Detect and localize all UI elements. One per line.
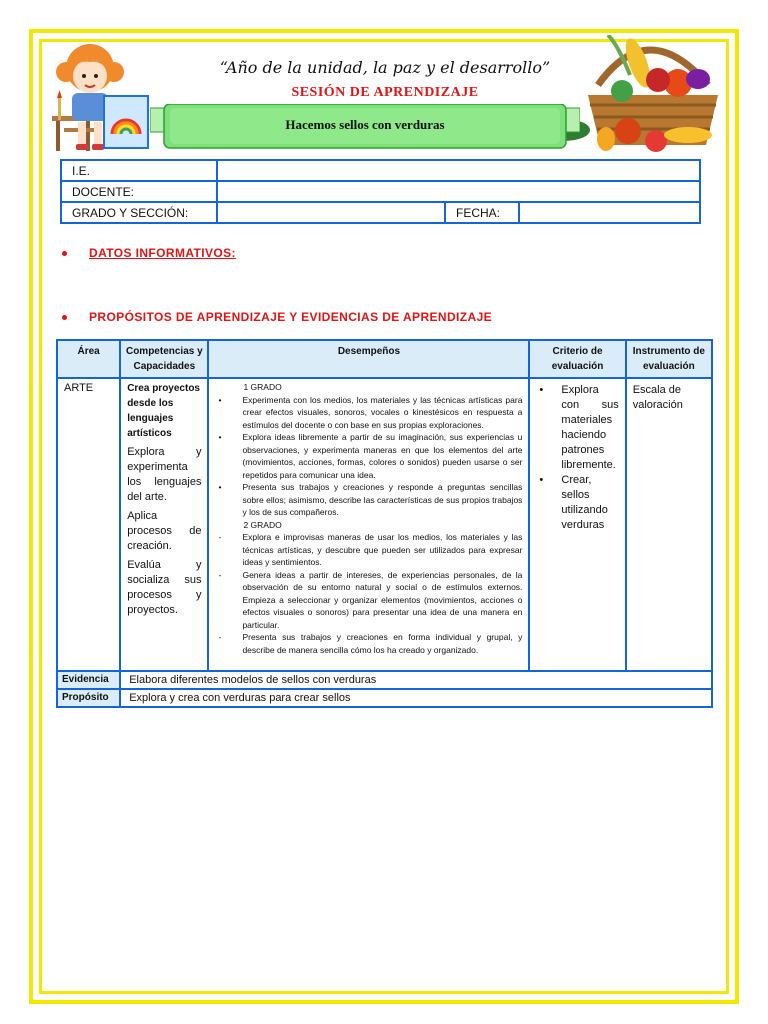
- bullet-icon: [62, 251, 67, 256]
- section-datos-label: DATOS INFORMATIVOS:: [89, 246, 236, 260]
- capacidad-item: Aplica procesos de creación.: [127, 510, 202, 552]
- fecha-label: FECHA:: [445, 202, 519, 223]
- list-item: [215, 481, 522, 519]
- table-row-evidencia: [57, 671, 712, 689]
- docente-label: DOCENTE:: [61, 181, 217, 202]
- header-area: Área: [57, 340, 120, 378]
- ie-label: I.E.: [61, 160, 217, 181]
- desempeno-text: Explora ideas libremente a partir de su imaginación, sus experiencias u observaciones, y experimenta maneras en que los elementos del arte (movimientos, acciones, formas, colores o sonidos) pueden usarse o ser repetidos para comunicar una idea.: [242, 432, 523, 480]
- section-propositos-label: PROPÓSITOS DE APRENDIZAJE Y EVIDENCIAS DE APRENDIZAJE: [89, 310, 493, 324]
- desempeno-text: Explora e improvisas maneras de usar los medios, los materiales y las técnicas artísticas, y descubre que pueden ser utilizados para expresar ideas y sentimientos.: [242, 532, 523, 567]
- list-item: [215, 531, 522, 569]
- list-item: [215, 394, 522, 432]
- grado-label: GRADO Y SECCIÓN:: [61, 202, 217, 223]
- list-item: [215, 631, 522, 656]
- table-header-row: [57, 340, 712, 378]
- list-item: [215, 569, 522, 632]
- bullet-icon: •: [218, 482, 222, 492]
- info-row-ie: [61, 160, 700, 181]
- grado-value[interactable]: [217, 202, 445, 223]
- fecha-value[interactable]: [519, 202, 700, 223]
- desempeno-text: Presenta sus trabajos y creaciones y responde a preguntas sencillas sobre ellos; asimismo, describe las características de sus propios trabajos y los de sus compañeros.: [242, 482, 523, 517]
- section-propositos: [62, 310, 492, 324]
- grade2-label: 2 GRADO: [243, 519, 282, 530]
- list-item: [536, 473, 618, 533]
- header-criterio: Criterio de evaluación: [529, 340, 625, 378]
- learning-table: [56, 339, 713, 708]
- criterio-cell: [529, 378, 625, 671]
- header-desempenos: Desempeños: [208, 340, 529, 378]
- docente-value[interactable]: [217, 181, 700, 202]
- criterio-text: Explora con sus materiales haciendo patrones libremente.: [561, 384, 619, 471]
- year-motto: “Año de la unidad, la paz y el desarrollo”: [219, 58, 551, 77]
- info-row-docente: [61, 181, 700, 202]
- desempenos-cell: [208, 378, 529, 671]
- lesson-title: Hacemos sellos con verduras: [285, 117, 445, 132]
- competencias-cell: [120, 378, 208, 671]
- bullet-icon: [62, 315, 67, 320]
- bullet-icon: •: [539, 474, 544, 486]
- table-row-arte: [57, 378, 712, 671]
- capacidad-item: Evalúa y socializa sus procesos y proyectos.: [127, 559, 202, 616]
- dash-icon: -: [218, 532, 222, 542]
- dash-icon: -: [218, 569, 222, 580]
- header-competencias: Competencias y Capacidades: [120, 340, 208, 378]
- instrumento-cell: Escala de valoración: [626, 378, 712, 671]
- session-title: SESIÓN DE APRENDIZAJE: [291, 85, 479, 100]
- list-item: [536, 383, 618, 473]
- desempeno-text: Genera ideas a partir de intereses, de experiencias personales, de la observación de su entorno natural y social o de estímulos externos. Empieza a seleccionar y organizar elementos (movimientos, acciones o efectos visuales o sonoros) para presentar una idea de una manera en particular.: [242, 569, 523, 630]
- evidencia-value: Elabora diferentes modelos de sellos con verduras: [120, 671, 712, 689]
- info-row-grado: [61, 202, 700, 223]
- evidencia-label: Evidencia: [57, 671, 120, 689]
- bullet-icon: •: [218, 432, 222, 442]
- dash-icon: -: [218, 632, 222, 642]
- info-table: [60, 159, 701, 224]
- competencia-title: Crea proyectos desde los lenguajes artísticos: [127, 383, 200, 439]
- desempeno-text: Presenta sus trabajos y creaciones en forma individual y grupal, y describe de manera sencilla cómo los ha creado y organizado.: [242, 632, 523, 655]
- criterio-text: Crear, sellos utilizando verduras: [561, 474, 608, 531]
- desempeno-text: Experimenta con los medios, los materiales y las técnicas artísticas para crear efectos visuales, sonoros, vocales o kinestésicos en respuesta a estímulos del docente o con base en sus propias exploraciones.: [242, 394, 523, 430]
- area-cell: ARTE: [57, 378, 120, 671]
- bullet-icon: •: [218, 394, 222, 405]
- ie-value[interactable]: [217, 160, 700, 181]
- proposito-value: Explora y crea con verduras para crear sellos: [120, 689, 712, 707]
- capacidad-item: Explora y experimenta los lenguajes del arte.: [127, 446, 202, 503]
- proposito-label: Propósito: [57, 689, 120, 707]
- section-datos: [62, 246, 236, 260]
- girl-painting-illustration: [50, 38, 160, 156]
- table-row-proposito: [57, 689, 712, 707]
- bullet-icon: •: [539, 384, 544, 396]
- list-item: [215, 431, 522, 481]
- header-instrumento: Instrumento de evaluación: [626, 340, 712, 378]
- grade1-label: 1 GRADO: [243, 382, 282, 392]
